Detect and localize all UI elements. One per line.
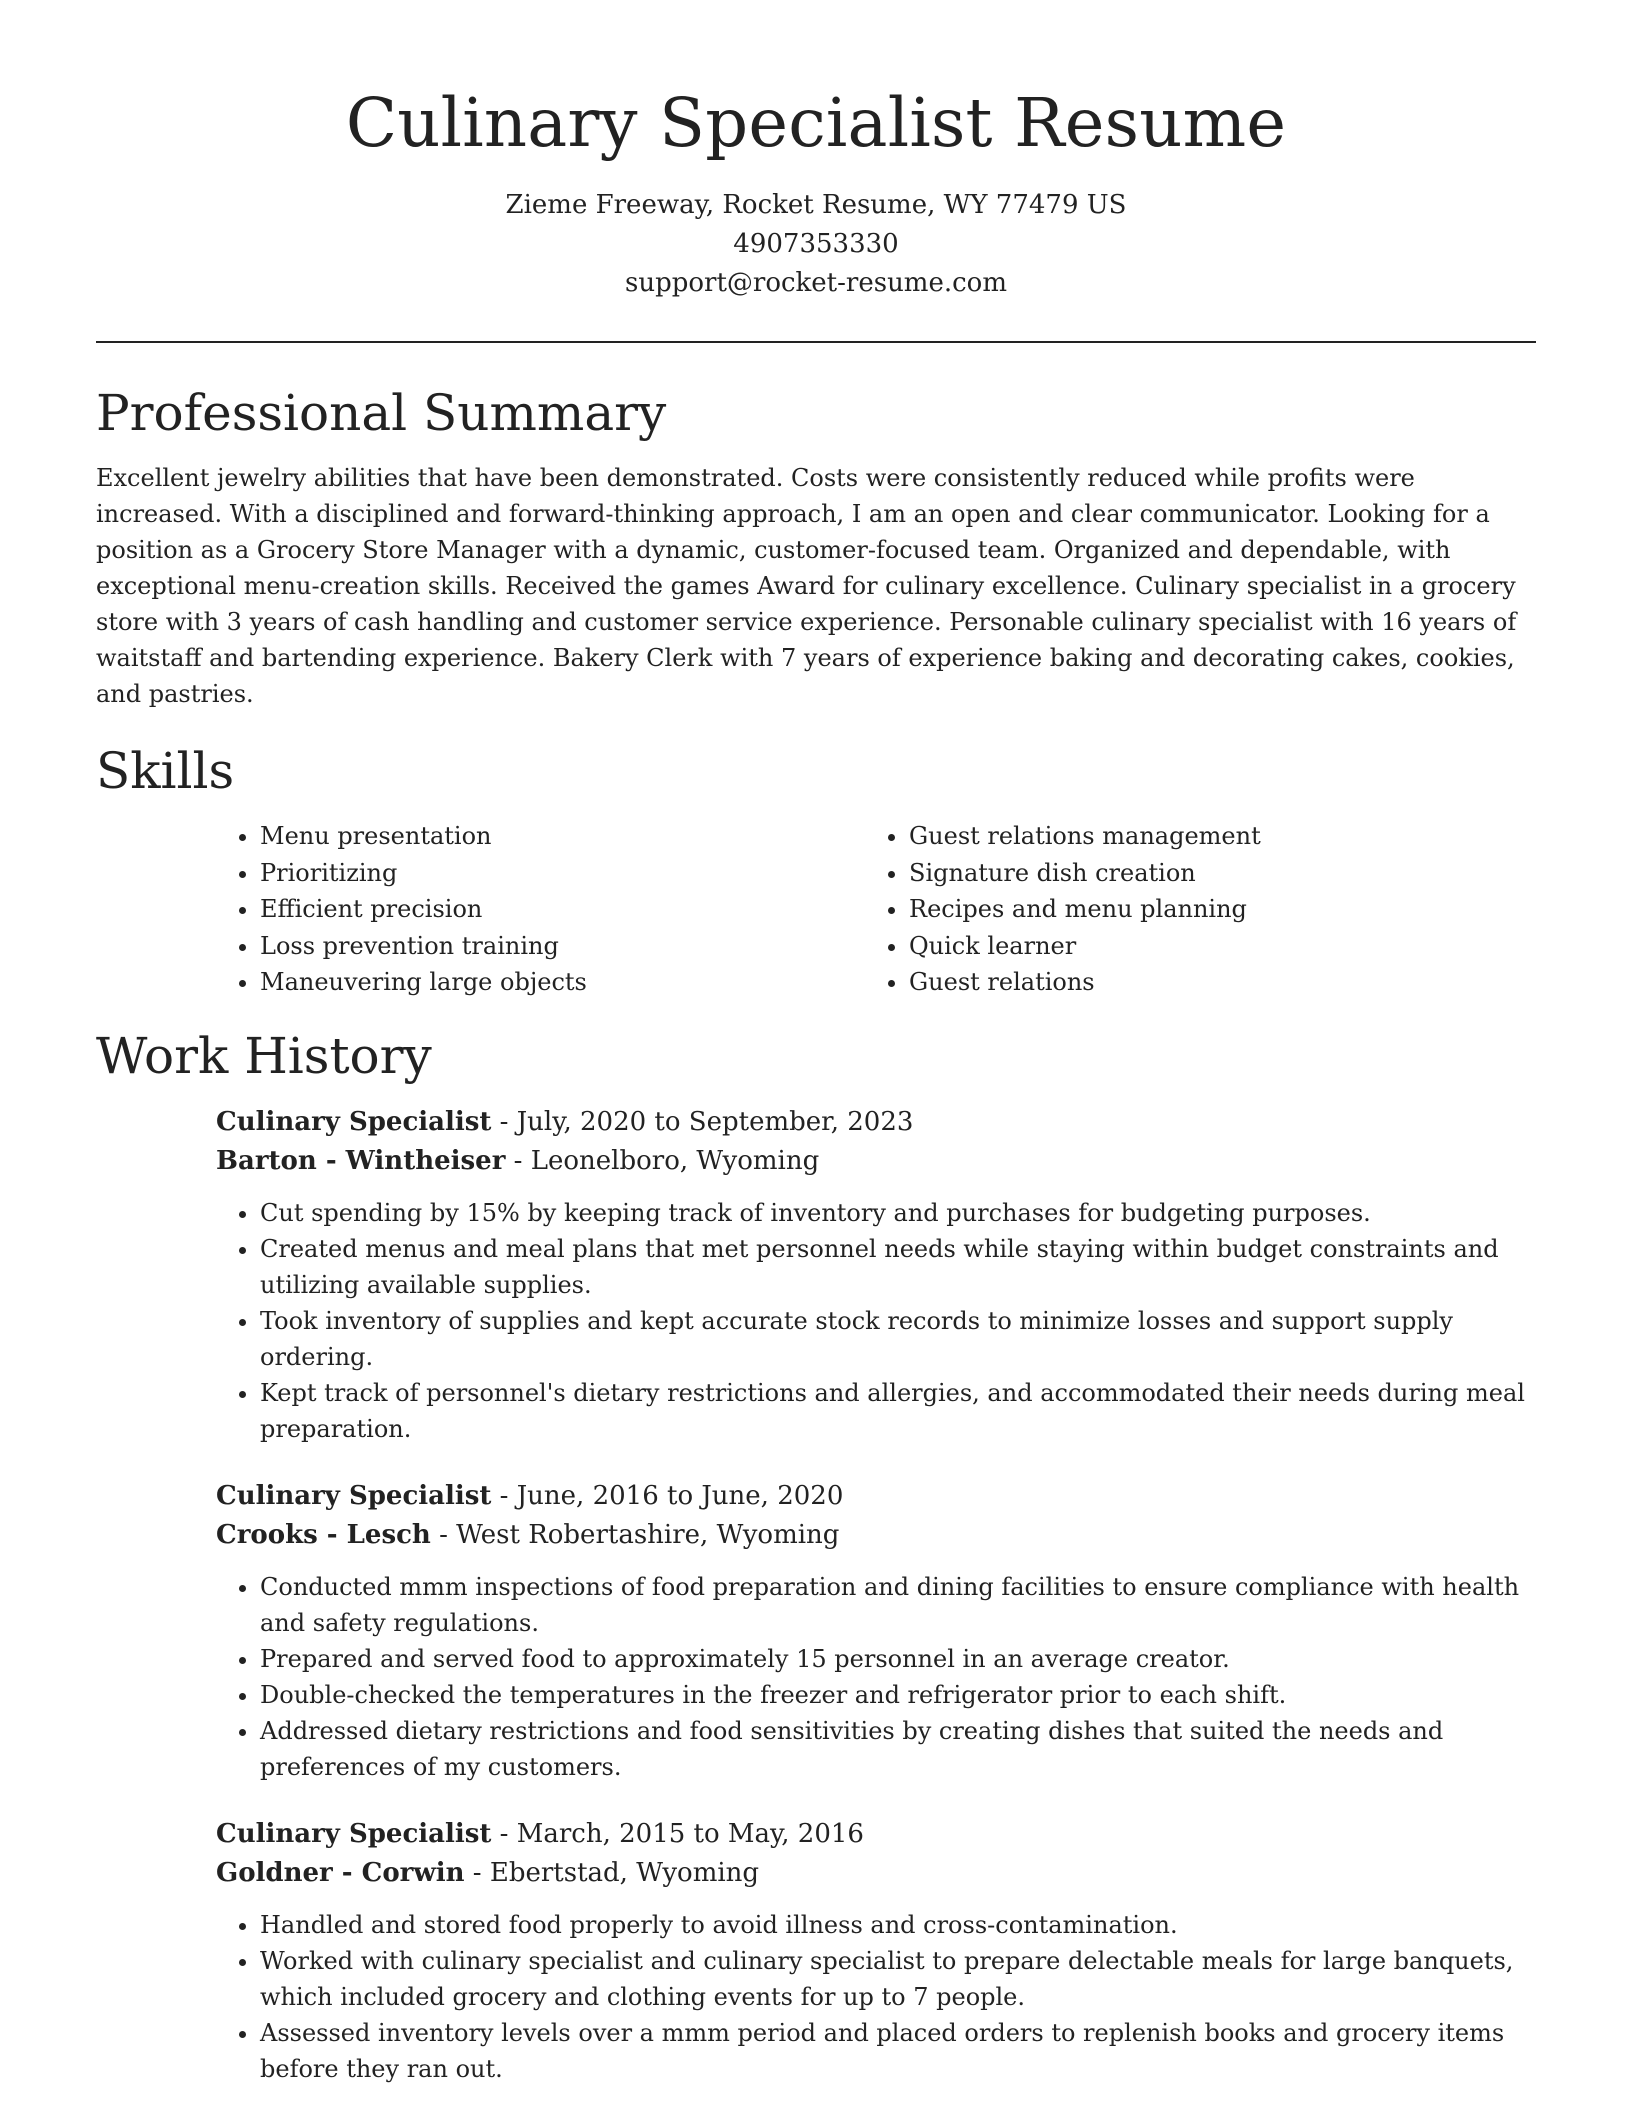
skill-item: • Recipes and menu planning <box>909 891 1514 928</box>
skill-item: • Signature dish creation <box>909 855 1514 892</box>
skills-list <box>216 818 1536 1001</box>
skills-column-left <box>216 818 865 1001</box>
skill-item: • Guest relations management <box>909 818 1514 855</box>
contact-email: support@rocket-resume.com <box>624 268 1007 298</box>
skills-heading: Skills <box>96 742 235 800</box>
job-bullet: • Double-checked the temperatures in the freezer and refrigerator prior to each shift. <box>260 1677 1536 1713</box>
job-title: Culinary Specialist <box>216 1106 492 1137</box>
job-dates: - July, 2020 to September, 2023 <box>491 1106 914 1137</box>
job-company: Crooks - Lesch <box>216 1519 431 1550</box>
skills-section <box>96 738 1536 1001</box>
summary-heading: Professional Summary <box>96 384 667 442</box>
job-bullet: • Addressed dietary restrictions and food sensitivities by creating dishes that suited the needs and preferences of my customers. <box>260 1713 1536 1785</box>
job-title: Culinary Specialist <box>216 1818 492 1849</box>
job-bullets <box>216 1907 1536 2087</box>
skill-item: • Maneuvering large objects <box>260 964 865 1001</box>
job-company-line <box>216 1854 1536 1893</box>
job-dates: - March, 2015 to May, 2016 <box>491 1818 864 1849</box>
skill-item: • Quick learner <box>909 928 1514 965</box>
job-bullets <box>216 1569 1536 1785</box>
job-bullet: • Kept track of personnel's dietary restrictions and allergies, and accommodated their needs during meal preparation. <box>260 1375 1536 1447</box>
job-company: Barton - Wintheiser <box>216 1145 506 1176</box>
summary-section <box>96 380 1536 712</box>
job-bullet: • Created menus and meal plans that met personnel needs while staying within budget constraints and utilizing available supplies. <box>260 1231 1536 1303</box>
job-entry <box>216 1477 1536 1785</box>
job-bullet: • Cut spending by 15% by keeping track of inventory and purchases for budgeting purposes. <box>260 1195 1536 1231</box>
job-entry <box>216 1103 1536 1447</box>
skill-item: • Efficient precision <box>260 891 865 928</box>
summary-text: Excellent jewelry abilities that have been demonstrated. Costs were consistently reduced while profits were increased. With a disciplined and forward-thinking approach, I am an open and clear communicator. Looking for a position as a Grocery Store Manager with a dynamic, customer-focused team. Organized and dependable, with exceptional menu-creation skills. Received the games Award for culinary excellence. Culinary specialist in a grocery store with 3 years of cash handling and customer service experience. Personable culinary specialist with 16 years of waitstaff and bartending experience. Bakery Clerk with 7 years of experience baking and decorating cakes, cookies, and pastries. <box>96 464 1517 708</box>
job-company-line <box>216 1516 1536 1555</box>
resume-body <box>96 380 1536 2117</box>
job-bullet: • Assessed inventory levels over a mmm period and placed orders to replenish books and grocery items before they ran out. <box>260 2015 1536 2087</box>
job-location: - Leonelboro, Wyoming <box>505 1145 820 1176</box>
job-company-line <box>216 1142 1536 1181</box>
resume-title: Culinary Specialist Resume <box>345 84 1287 162</box>
skill-item: • Guest relations <box>909 964 1514 1001</box>
job-title-line <box>216 1815 1536 1854</box>
contact-address: Zieme Freeway, Rocket Resume, WY 77479 US <box>505 190 1127 220</box>
job-company: Goldner - Corwin <box>216 1857 465 1888</box>
job-bullet: • Prepared and served food to approximately 15 personnel in an average creator. <box>260 1641 1536 1677</box>
job-title-line <box>216 1477 1536 1516</box>
skill-item: • Loss prevention training <box>260 928 865 965</box>
skills-column-right <box>865 818 1514 1001</box>
job-bullet: • Worked with culinary specialist and culinary specialist to prepare delectable meals for large banquets, which included grocery and clothing events for up to 7 people. <box>260 1943 1536 2015</box>
header-divider <box>96 341 1536 343</box>
job-bullets <box>216 1195 1536 1447</box>
skill-item: • Prioritizing <box>260 855 865 892</box>
resume-header <box>0 0 1632 303</box>
work-history-section <box>96 1023 1536 2087</box>
job-location: - Ebertstad, Wyoming <box>464 1857 760 1888</box>
job-entry <box>216 1815 1536 2087</box>
job-dates: - June, 2016 to June, 2020 <box>491 1480 844 1511</box>
job-bullet: • Handled and stored food properly to avoid illness and cross-contamination. <box>260 1907 1536 1943</box>
skill-item: • Menu presentation <box>260 818 865 855</box>
contact-phone: 4907353330 <box>733 229 899 259</box>
job-bullet: • Conducted mmm inspections of food preparation and dining facilities to ensure compliance with health and safety regulations. <box>260 1569 1536 1641</box>
job-title-line <box>216 1103 1536 1142</box>
job-location: - West Robertashire, Wyoming <box>430 1519 840 1550</box>
job-title: Culinary Specialist <box>216 1480 492 1511</box>
job-bullet: • Took inventory of supplies and kept accurate stock records to minimize losses and support supply ordering. <box>260 1303 1536 1375</box>
work-history-heading: Work History <box>96 1026 432 1085</box>
